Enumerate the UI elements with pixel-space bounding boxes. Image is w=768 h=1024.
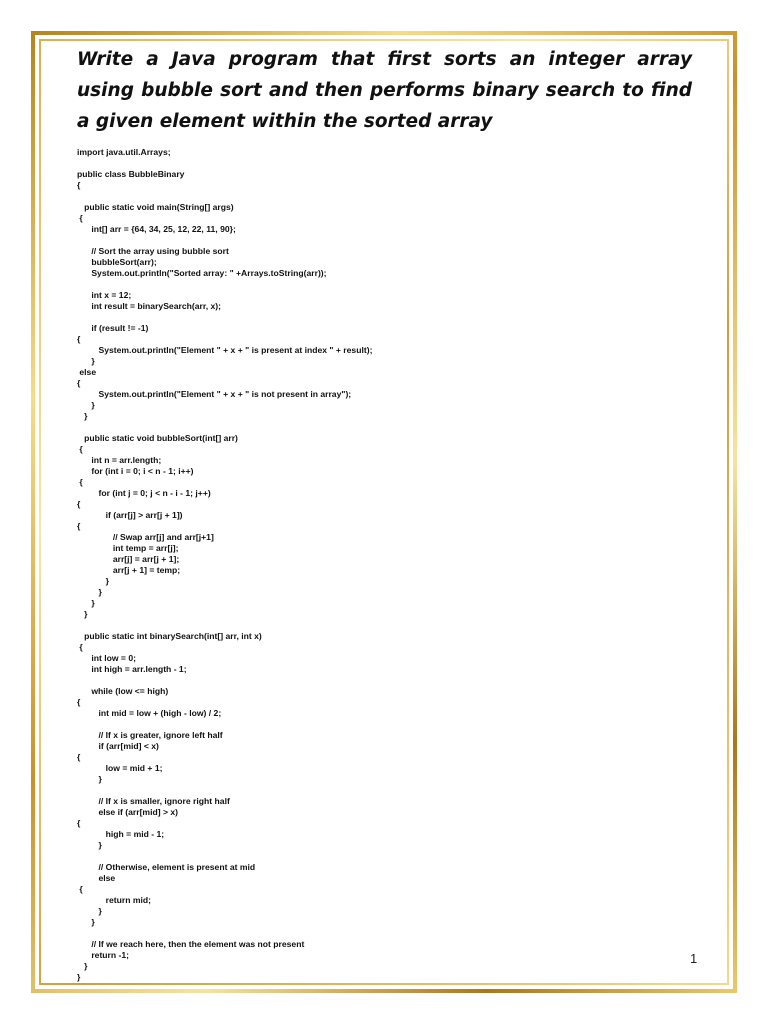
code-line	[77, 851, 677, 862]
code-line: {	[77, 444, 83, 454]
code-line: }	[77, 400, 95, 410]
code-line	[77, 928, 677, 939]
code-line	[77, 675, 677, 686]
code-line: {	[77, 334, 81, 344]
code-line: if (arr[j] > arr[j + 1])	[77, 510, 183, 520]
code-line: low = mid + 1;	[77, 763, 163, 773]
code-line: int low = 0;	[77, 653, 136, 663]
code-line: System.out.println("Element " + x + " is present at index " + result);	[77, 345, 373, 355]
code-line: {	[77, 884, 83, 894]
code-line: System.out.println("Element " + x + " is not present in array");	[77, 389, 352, 399]
code-line: arr[j] = arr[j + 1];	[77, 554, 180, 564]
code-line: // If x is smaller, ignore right half	[77, 796, 230, 806]
code-line: {	[77, 697, 81, 707]
code-line: import java.util.Arrays;	[77, 147, 171, 157]
code-line	[77, 620, 677, 631]
code-line: int high = arr.length - 1;	[77, 664, 187, 674]
code-line	[77, 422, 677, 433]
code-line: }	[77, 356, 95, 366]
code-line: {	[77, 521, 81, 531]
code-line: public static void bubbleSort(int[] arr)	[77, 433, 238, 443]
code-line	[77, 191, 677, 202]
code-line: {	[77, 378, 81, 388]
code-line: // Sort the array using bubble sort	[77, 246, 229, 256]
code-line: }	[77, 840, 102, 850]
code-line: int result = binarySearch(arr, x);	[77, 301, 221, 311]
code-line: {	[77, 213, 83, 223]
code-line: }	[77, 411, 88, 421]
code-line: }	[77, 917, 95, 927]
code-line	[77, 312, 677, 323]
code-line: public static int binarySearch(int[] arr, int x)	[77, 631, 262, 641]
code-line: int[] arr = {64, 34, 25, 12, 22, 11, 90};	[77, 224, 236, 234]
code-line: // If we reach here, then the element was not present	[77, 939, 305, 949]
code-line: {	[77, 752, 81, 762]
code-line: // If x is greater, ignore left half	[77, 730, 223, 740]
document-title: Write a Java program that first sorts an integer array using bubble sort and then performs binary search to find a given element within the sorted array	[77, 49, 692, 132]
code-line	[77, 279, 677, 290]
code-line: int x = 12;	[77, 290, 132, 300]
code-line: while (low <= high)	[77, 686, 169, 696]
code-line: return -1;	[77, 950, 130, 960]
code-line	[77, 785, 677, 796]
code-line: }	[77, 598, 95, 608]
code-line: }	[77, 576, 109, 586]
code-line: }	[77, 609, 88, 619]
code-line: else if (arr[mid] > x)	[77, 807, 179, 817]
code-line: public static void main(String[] args)	[77, 202, 234, 212]
code-line: // Swap arr[j] and arr[j+1]	[77, 532, 214, 542]
code-line: for (int i = 0; i < n - 1; i++)	[77, 466, 194, 476]
code-line: {	[77, 642, 83, 652]
code-line: else	[77, 873, 116, 883]
code-block	[77, 147, 677, 983]
code-line: int temp = arr[j];	[77, 543, 179, 553]
code-line: if (result != -1)	[77, 323, 149, 333]
code-line: {	[77, 818, 81, 828]
code-line: {	[77, 499, 81, 509]
code-line: {	[77, 180, 81, 190]
code-line: else	[77, 367, 97, 377]
code-line: public class BubbleBinary	[77, 169, 185, 179]
code-line: System.out.println("Sorted array: " +Arrays.toString(arr));	[77, 268, 327, 278]
code-line: high = mid - 1;	[77, 829, 165, 839]
code-line: bubbleSort(arr);	[77, 257, 157, 267]
code-line: for (int j = 0; j < n - i - 1; j++)	[77, 488, 211, 498]
code-line: }	[77, 587, 102, 597]
code-line: {	[77, 477, 83, 487]
code-line: }	[77, 774, 102, 784]
code-line	[77, 235, 677, 246]
code-line: if (arr[mid] < x)	[77, 741, 159, 751]
code-line: return mid;	[77, 895, 152, 905]
code-line: }	[77, 906, 102, 916]
code-line: }	[77, 972, 81, 982]
code-line: arr[j + 1] = temp;	[77, 565, 181, 575]
code-line: int n = arr.length;	[77, 455, 162, 465]
code-line: int mid = low + (high - low) / 2;	[77, 708, 222, 718]
page-number: 1	[690, 951, 698, 966]
code-line: }	[77, 961, 88, 971]
code-line	[77, 719, 677, 730]
code-line	[77, 158, 677, 169]
code-line: // Otherwise, element is present at mid	[77, 862, 256, 872]
